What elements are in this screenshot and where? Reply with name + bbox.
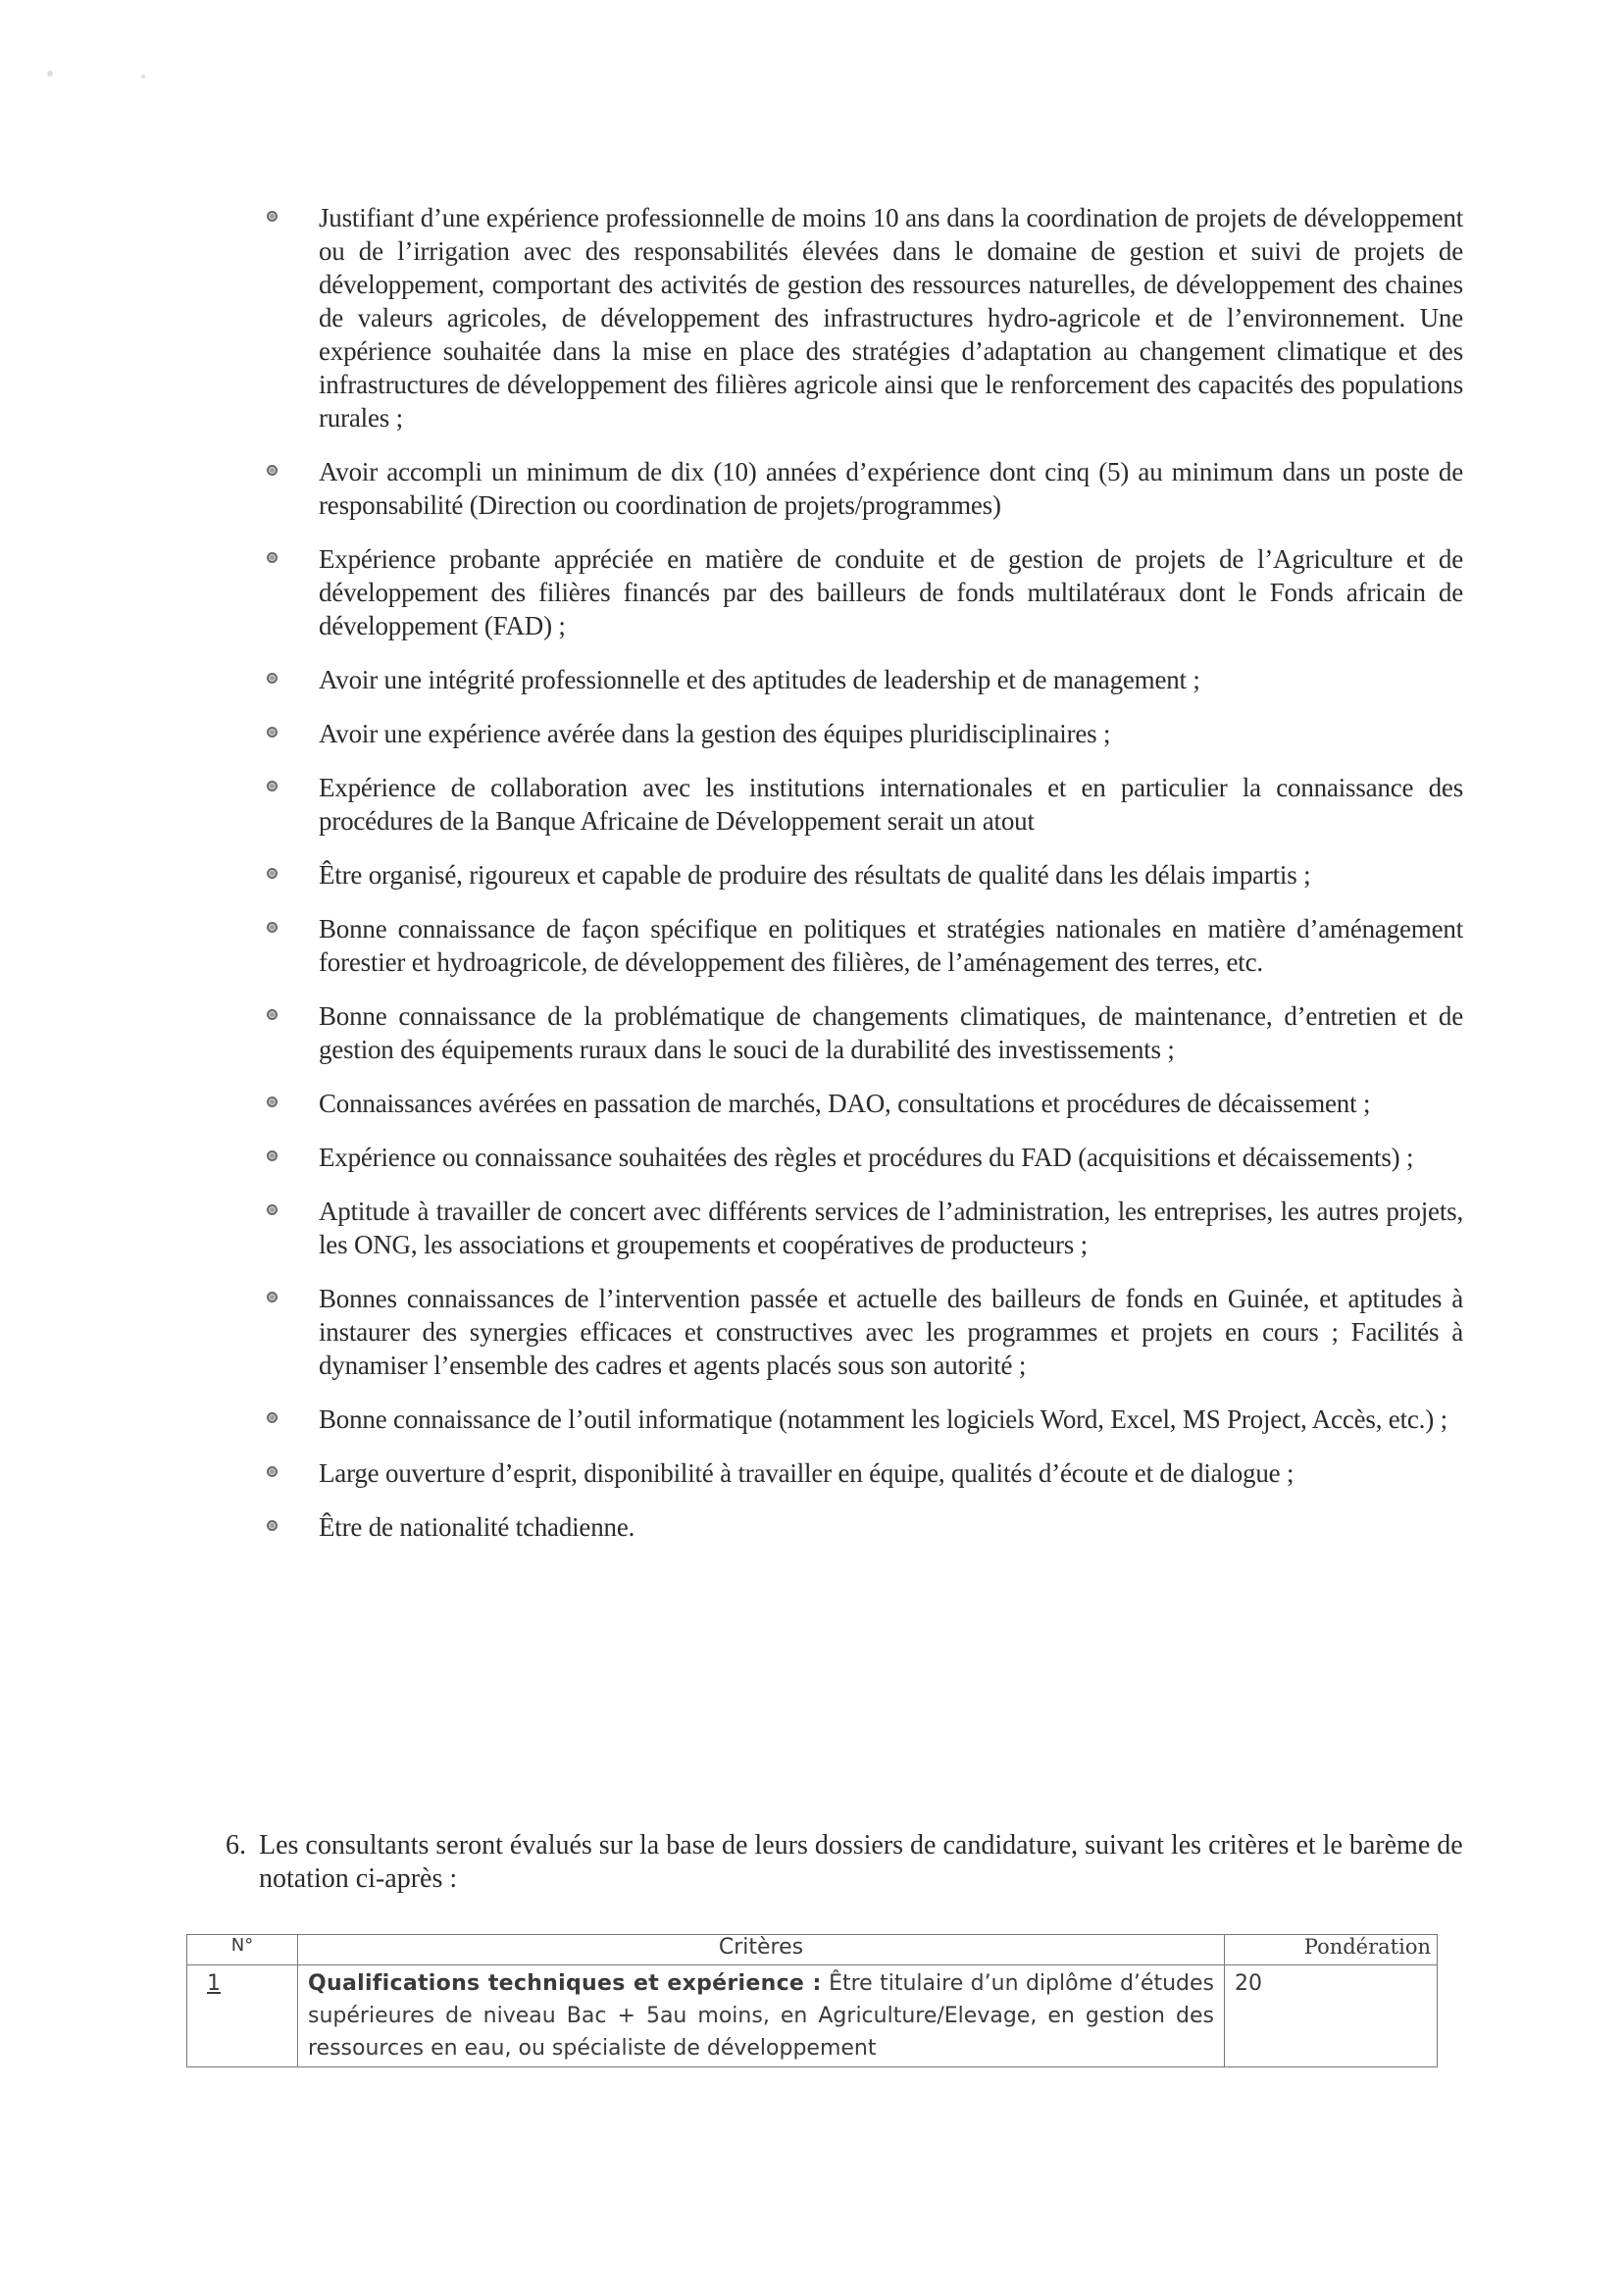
bullet-icon <box>267 1412 278 1423</box>
bullet-icon <box>267 1150 278 1161</box>
requirement-item: Expérience ou connaissance souhaitées des règles et procédures du FAD (acquisitions et décaissements) ; <box>265 1141 1463 1174</box>
criteria-text: Être titulaire d’un diplôme d’études supérieures de niveau Bac + 5au moins, en Agriculture/Elevage, en gestion des ressources en eau, ou spécialiste de développement <box>308 1971 1214 2061</box>
bullet-icon <box>267 868 278 879</box>
row-number: 1 <box>187 1965 298 2067</box>
bullet-icon <box>267 922 278 933</box>
bullet-icon <box>267 1466 278 1477</box>
bullet-icon <box>267 211 278 222</box>
criteria-title: Qualifications techniques et expérience : <box>308 1971 822 1996</box>
section-6-paragraph <box>226 1829 1463 1896</box>
table-row <box>187 1965 1438 2067</box>
criteria-table <box>186 1934 1438 2067</box>
row-weight: 20 <box>1225 1965 1438 2067</box>
scan-speck <box>141 75 145 78</box>
section-number: 6. <box>226 1830 246 1861</box>
requirement-item: Bonne connaissance de la problématique de changements climatiques, de maintenance, d’entretien et de gestion des équipements ruraux dans le souci de la durabilité des investissements ; <box>265 999 1463 1066</box>
header-number: N° <box>187 1935 298 1965</box>
bullet-icon <box>267 781 278 791</box>
bullet-icon <box>267 1009 278 1020</box>
requirement-item: Bonne connaissance de l’outil informatique (notamment les logiciels Word, Excel, MS Project, Accès, etc.) ; <box>265 1402 1463 1436</box>
requirement-item: Expérience probante appréciée en matière de conduite et de gestion de projets de l’Agriculture et de développement des filières financés par des bailleurs de fonds multilatéraux dont le Fonds africain de développement (FAD) ; <box>265 542 1463 642</box>
scan-speck <box>47 71 53 76</box>
requirement-item: Avoir accompli un minimum de dix (10) années d’expérience dont cinq (5) au minimum dans un poste de responsabilité (Direction ou coordination de projets/programmes) <box>265 455 1463 522</box>
bullet-icon <box>267 1520 278 1531</box>
row-criteria <box>298 1965 1225 2067</box>
requirement-item: Bonne connaissance de façon spécifique en politiques et stratégies nationales en matière d’aménagement forestier et hydroagricole, de développement des filières, de l’aménagement des terres, etc. <box>265 912 1463 979</box>
bullet-icon <box>267 552 278 563</box>
bullet-icon <box>267 727 278 738</box>
requirement-item: Aptitude à travailler de concert avec différents services de l’administration, les entreprises, les autres projets, les ONG, les associations et groupements et coopératives de producteurs ; <box>265 1195 1463 1261</box>
requirement-item: Expérience de collaboration avec les institutions internationales et en particulier la connaissance des procédures de la Banque Africaine de Développement serait un atout <box>265 771 1463 838</box>
bullet-icon <box>267 1204 278 1215</box>
bullet-icon <box>267 1096 278 1107</box>
requirement-item: Être de nationalité tchadienne. <box>265 1510 1463 1544</box>
table-header-row <box>187 1935 1438 1965</box>
bullet-icon <box>267 465 278 476</box>
requirement-item: Large ouverture d’esprit, disponibilité à travailler en équipe, qualités d’écoute et de dialogue ; <box>265 1456 1463 1490</box>
requirement-item: Avoir une intégrité professionnelle et des aptitudes de leadership et de management ; <box>265 663 1463 696</box>
requirement-item: Connaissances avérées en passation de marchés, DAO, consultations et procédures de décaissement ; <box>265 1087 1463 1120</box>
header-criteria: Critères <box>298 1935 1225 1965</box>
requirement-item: Être organisé, rigoureux et capable de produire des résultats de qualité dans les délais impartis ; <box>265 858 1463 892</box>
section-text: Les consultants seront évalués sur la base de leurs dossiers de candidature, suivant les critères et le barème de notation ci-après : <box>259 1830 1463 1894</box>
requirement-item: Avoir une expérience avérée dans la gestion des équipes pluridisciplinaires ; <box>265 717 1463 750</box>
header-weight: Pondération <box>1225 1935 1438 1965</box>
bullet-icon <box>267 673 278 684</box>
bullet-icon <box>267 1292 278 1302</box>
requirement-item: Bonnes connaissances de l’intervention passée et actuelle des bailleurs de fonds en Guinée, et aptitudes à instaurer des synergies efficaces et constructives avec les programmes et projets en cours ; Facilités à dynamiser l’ensemble des cadres et agents placés sous son autorité ; <box>265 1282 1463 1382</box>
requirements-list <box>265 201 1463 1564</box>
requirement-item: Justifiant d’une expérience professionnelle de moins 10 ans dans la coordination de projets de développement ou de l’irrigation avec des responsabilités élevées dans le domaine de gestion et suivi de projets de développement, comportant des activités de gestion des ressources naturelles, de développement des chaines de valeurs agricoles, de développement des infrastructures hydro-agricole et de l’environnement. Une expérience souhaitée dans la mise en place des stratégies d’adaptation au changement climatique et des infrastructures de développement des filières agricole ainsi que le renforcement des capacités des populations rurales ; <box>265 201 1463 434</box>
